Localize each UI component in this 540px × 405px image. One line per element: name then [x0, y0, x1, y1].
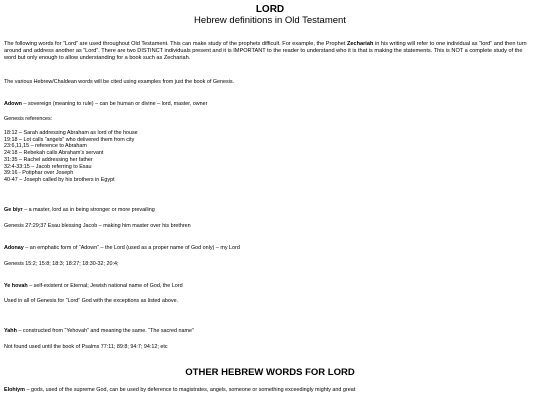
elohiym-definition-text: – gods, used of the supreme God, can be used by deference to magistrates, angels, someone or something exceedingly mighty and great [24, 387, 356, 393]
adonay-example: Genesis 15:2; 15:8; 18:3; 18:27; 18:30-32; 20:4; [4, 261, 119, 267]
adown-definition [4, 101, 536, 108]
elohiym-definition [4, 387, 536, 394]
reference-item: 39:16 - Potiphar over Joseph [4, 170, 74, 177]
intro-prophet-name: Zechariah [346, 41, 374, 47]
reference-item: 31:35 – Rachel addressing her father [4, 156, 93, 163]
adown-reference-list [4, 130, 536, 184]
gebiyr-definition-text: – a master, lord as in being stronger or more prevailing [22, 207, 155, 213]
page-title: LORD [255, 4, 285, 15]
adown-references-label: Genesis references: [4, 116, 53, 122]
reference-item: 24:18 – Rebekah calls Abraham’s servant [4, 150, 104, 157]
adonay-definition-text: – an emphatic form of “Adown” – the Lord (used as a proper name of God only) – my Lord [23, 245, 240, 251]
yehovah-definition [4, 283, 536, 290]
yehovah-example: Used in all of Genesis for “Lord” God with the exceptions as listed above. [4, 298, 179, 304]
yahh-term: Yahh [4, 328, 17, 334]
reference-item: 18:12 – Sarah addressing Abraham as lord of the house [4, 130, 138, 136]
intro-text-1: The following words for “Lord” are used throughout Old Testament. This can make study of the prophets difficult. For example, the Prophet [4, 41, 347, 47]
gebiyr-example: Genesis 27:29;37 Esau blessing Jacob – making him master over his brethren [4, 223, 191, 229]
page-subtitle: Hebrew definitions in Old Testament [194, 15, 346, 26]
yahh-example: Not found used until the book of Psalms 77:11; 89:8; 94:7; 94:12; etc [4, 344, 168, 350]
reference-item: 19:18 – Lot calls “angels” who delivered them from city [4, 136, 135, 143]
reference-item: 23:6,11,15 – reference to Abraham [4, 143, 87, 150]
yehovah-term: Ye hovah [4, 283, 28, 289]
yehovah-definition-text: – self-existent or Eternal; Jewish national name of God, the Lord [27, 283, 183, 289]
yahh-definition [4, 328, 536, 335]
adown-term: Adown [4, 101, 22, 107]
reference-item: 32:4-33:15 – Jacob referring to Esau [4, 163, 92, 170]
elohiym-term: Elohiym [4, 387, 25, 393]
intro-paragraph [4, 41, 536, 62]
intro-second-paragraph: The various Hebrew/Chaldean words will be cited using examples from just the book of Genesis. [4, 79, 235, 85]
adown-definition-text: – sovereign (meaning to rule) – can be human or divine – lord, master, owner [21, 101, 208, 107]
gebiyr-definition [4, 207, 536, 214]
gebiyr-term: Ge biyr [4, 207, 23, 213]
reference-item: 40-47 – Joseph called by his brothers in Egypt [4, 176, 115, 183]
adonay-term: Adonay [4, 245, 24, 251]
adonay-definition [4, 245, 536, 252]
section-heading-other-words: OTHER HEBREW WORDS FOR LORD [185, 367, 355, 378]
intro-text-2: in his writing will refer to one individual as “lord” and then turn around and address another as “Lord”. There are two DISTINCT individuals present and it is IMPORTANT to the reader to understand who it is that is making the statements. This is NOT a complete study of the word but only enough to allow understanding for a book such as Zechariah. [4, 41, 527, 61]
yahh-definition-text: – constructed from “Yehovah” and meaning the same. “The sacred name” [16, 328, 194, 334]
